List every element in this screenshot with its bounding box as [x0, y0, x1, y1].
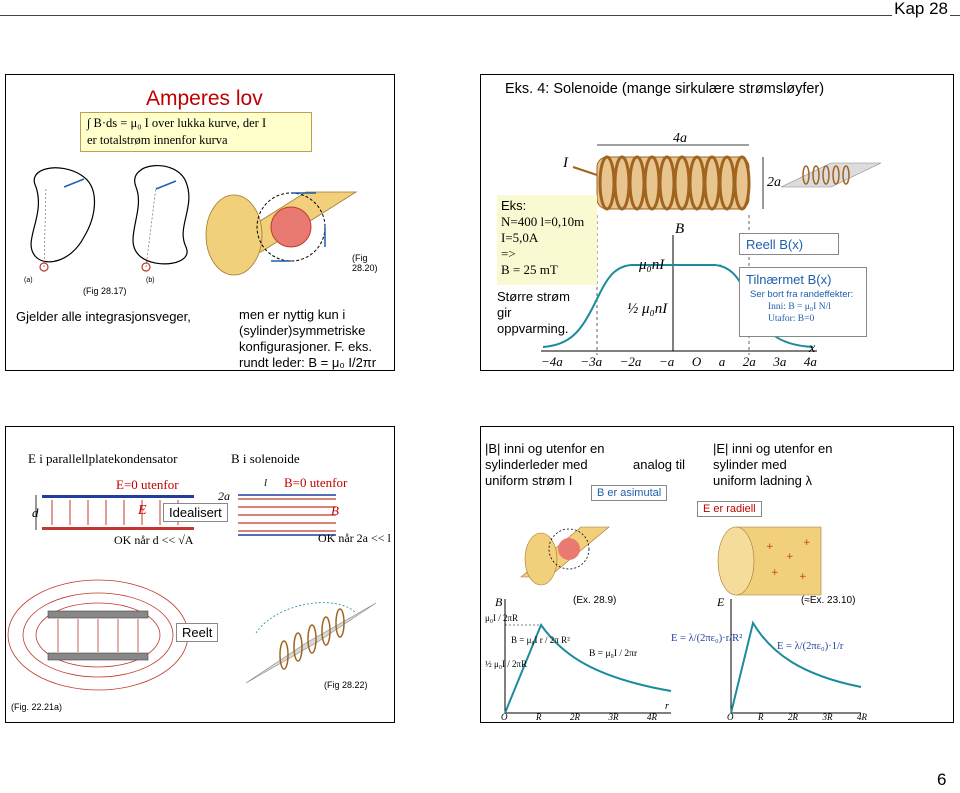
- x-tick: 4a: [803, 354, 817, 369]
- example-line: B = 25 mT: [501, 262, 558, 277]
- fig-ref-b-label: (Fig 28.20): [352, 253, 378, 273]
- e-label: E: [138, 503, 147, 518]
- l-label: l: [264, 477, 268, 489]
- b-vector-a: [64, 179, 84, 187]
- approx-title: Tilnærmet B(x): [746, 272, 832, 287]
- r-tick: 2R: [570, 712, 580, 722]
- plus-charge: +: [799, 572, 807, 582]
- real-bottom-plate: [48, 653, 148, 660]
- x-tick: 2a: [742, 354, 756, 369]
- conductor-end: [206, 195, 262, 275]
- e-inside-formula: E = λ/(2πε₀)·r/R²: [671, 633, 743, 644]
- e-description: [713, 441, 833, 489]
- ok-condition-left: OK når d << √A: [114, 533, 194, 547]
- formula-line-1: ∫ B·ds = μ₀ I over lukka kurve, der I: [87, 116, 267, 130]
- r-tick: R: [758, 712, 764, 722]
- slide-cylinder-fields: [480, 426, 954, 723]
- plus-charge: +: [803, 538, 811, 548]
- x-tick: −2a: [619, 354, 642, 369]
- plot2-ylabel: E: [717, 595, 725, 609]
- r-tick: 2R: [788, 712, 798, 722]
- b-ytick-1: μ₀I / 2πR: [485, 613, 519, 623]
- x-tick: −4a: [541, 354, 563, 369]
- b-outside-formula: B = μ₀I / 2πr: [589, 649, 638, 659]
- b-inside-formula: B = μ₀I r / 2π R²: [511, 635, 570, 645]
- right-note-line: rundt leder: B = μ₀ I/2πr: [239, 355, 377, 370]
- right-note: [239, 307, 376, 371]
- b-desc-line: uniform strøm I: [485, 473, 573, 488]
- lead-wire: [573, 167, 597, 175]
- real-badge: Reelt: [176, 623, 218, 642]
- r-tick: R: [536, 712, 542, 722]
- r-tick: O: [727, 712, 734, 722]
- right-note-line: konfigurasjoner. F. eks.: [239, 339, 372, 354]
- x-tick-labels: [541, 354, 817, 370]
- amperes-loop-figures: [6, 157, 395, 297]
- wire-cylinder-end: [525, 533, 557, 585]
- panel-b-label: (b): [146, 277, 155, 284]
- fig-left-ref: (Fig. 22.21a): [11, 702, 63, 712]
- header-bar: [0, 0, 960, 16]
- x-tick: O: [691, 354, 702, 369]
- approx-inside: Inni: B = μ₀I N/l: [768, 302, 831, 312]
- twoa-label: 2a: [218, 489, 230, 503]
- b-desc-line: sylinderleder med: [485, 457, 588, 472]
- example-label: Eks:: [501, 198, 527, 213]
- b-zero-outside: B=0 utenfor: [284, 475, 348, 490]
- slide-amperes-law: [5, 74, 395, 371]
- r-tick: 3R: [608, 712, 619, 722]
- heating-line: Større strøm: [497, 289, 570, 304]
- r-tick: 4R: [647, 712, 657, 722]
- slide-title: Amperes lov: [146, 87, 263, 110]
- ok-condition-right: OK når 2a << l: [318, 531, 391, 545]
- e-zero-outside: E=0 utenfor: [116, 477, 179, 492]
- x-tick: 3a: [773, 354, 787, 369]
- x-tick: a: [718, 354, 726, 369]
- b-description: [485, 441, 605, 489]
- wire-inner-disk: [558, 538, 580, 560]
- example-line: N=400 l=0,10m: [501, 214, 585, 229]
- chapter-label: Kap 28: [894, 0, 948, 18]
- plus-charge: +: [771, 568, 779, 578]
- x-tick: −3a: [580, 354, 603, 369]
- mu0nI-label: μ₀nI: [639, 257, 665, 273]
- radial-plots: [481, 595, 954, 723]
- radius-line-a: [44, 187, 46, 267]
- approx-b-box: [739, 267, 867, 337]
- page-number: 6: [937, 770, 947, 789]
- e-radial-badge: E er radiell: [697, 501, 762, 517]
- approx-outside: Utafor: B=0: [768, 314, 815, 324]
- capacitor-title: E i parallellplatekondensator: [28, 451, 178, 466]
- b-desc-line: |B| inni og utenfor en: [485, 441, 605, 456]
- slide-solenoid: [480, 74, 954, 371]
- half-mu0nI-label: ½ μ₀nI: [627, 301, 668, 317]
- plot1-r-axis: r: [665, 701, 669, 712]
- e-desc-line: |E| inni og utenfor en: [713, 441, 833, 456]
- r-tick: 4R: [857, 712, 867, 722]
- dim-4a: 4a: [673, 131, 687, 146]
- x-axis-label: x: [809, 341, 816, 356]
- analog-label: analog til: [633, 457, 686, 472]
- slide-title: Eks. 4: Solenoide (mange sirkulære strømsløyfer): [505, 81, 825, 97]
- b-axis-label: B: [675, 221, 685, 237]
- real-b-box: Reell B(x): [739, 233, 839, 255]
- fig-right-ref: (Fig 28.22): [324, 680, 368, 690]
- solenoid-coil: [573, 157, 749, 209]
- heating-line: gir: [497, 305, 512, 320]
- panel-a-label: (a): [24, 277, 33, 284]
- heating-line: oppvarming.: [497, 321, 569, 336]
- plus-charge: +: [786, 552, 794, 562]
- field-plane: [781, 163, 881, 187]
- radius-line-b: [146, 187, 156, 267]
- plot1-ylabel: B: [495, 595, 503, 609]
- solenoid-title: B i solenoide: [231, 451, 300, 466]
- real-solenoid-plane: [246, 603, 376, 683]
- real-coil-turn: [280, 641, 288, 669]
- real-field-figures: [6, 573, 395, 723]
- e-desc-line: sylinder med: [713, 457, 787, 472]
- cylinder-figures: [481, 497, 954, 597]
- example-box: [497, 195, 597, 285]
- ex-ref-1: (Ex. 28.9): [573, 595, 617, 606]
- right-note-line: (sylinder)symmetriske: [239, 323, 366, 338]
- real-top-plate: [48, 611, 148, 618]
- return-field-line: [256, 603, 356, 633]
- b-label: B: [331, 503, 339, 518]
- b-azimuthal-badge: B er asimutal: [591, 485, 667, 501]
- formula-box: [80, 112, 312, 152]
- bottom-plate: [42, 527, 194, 530]
- e-desc-line: uniform ladning λ: [713, 473, 812, 488]
- plus-charge: +: [766, 542, 774, 552]
- x-tick: −a: [658, 354, 675, 369]
- ex-ref-2: (≈Ex. 23.10): [801, 595, 856, 606]
- right-note-line: men er nyttig kun i: [239, 307, 346, 322]
- approx-note: Ser bort fra randeffekter:: [750, 289, 854, 300]
- e-radial-curve: [731, 623, 861, 713]
- charge-cylinder-end: [718, 527, 754, 595]
- dim-2a: 2a: [767, 175, 781, 190]
- top-plate: [42, 495, 194, 498]
- example-line: =>: [501, 246, 516, 261]
- closed-curve-b: [133, 166, 189, 264]
- current-label: I: [563, 155, 568, 171]
- inner-disk: [271, 207, 311, 247]
- fig-ref-a: (Fig 28.17): [83, 286, 127, 296]
- e-outside-formula: E = λ/(2πε₀)·1/r: [777, 641, 844, 652]
- b-vector-b: [156, 181, 176, 189]
- plot2-r-ticks: [727, 712, 867, 722]
- r-tick: O: [501, 712, 508, 722]
- b-ytick-2: ½ μ₀I / 2πR: [485, 659, 528, 669]
- heating-note: [497, 289, 570, 337]
- formula-line-2: er totalstrøm innenfor kurva: [87, 133, 228, 147]
- plot1-r-ticks: [501, 712, 657, 722]
- idealized-badge: Idealisert: [163, 503, 228, 522]
- example-line: I=5,0A: [501, 230, 539, 245]
- left-note: Gjelder alle integrasjonsveger,: [16, 309, 191, 324]
- r-tick: 3R: [822, 712, 833, 722]
- d-label: d: [32, 505, 39, 520]
- closed-curve-a: [31, 168, 94, 262]
- slide-idealized-fields: [5, 426, 395, 723]
